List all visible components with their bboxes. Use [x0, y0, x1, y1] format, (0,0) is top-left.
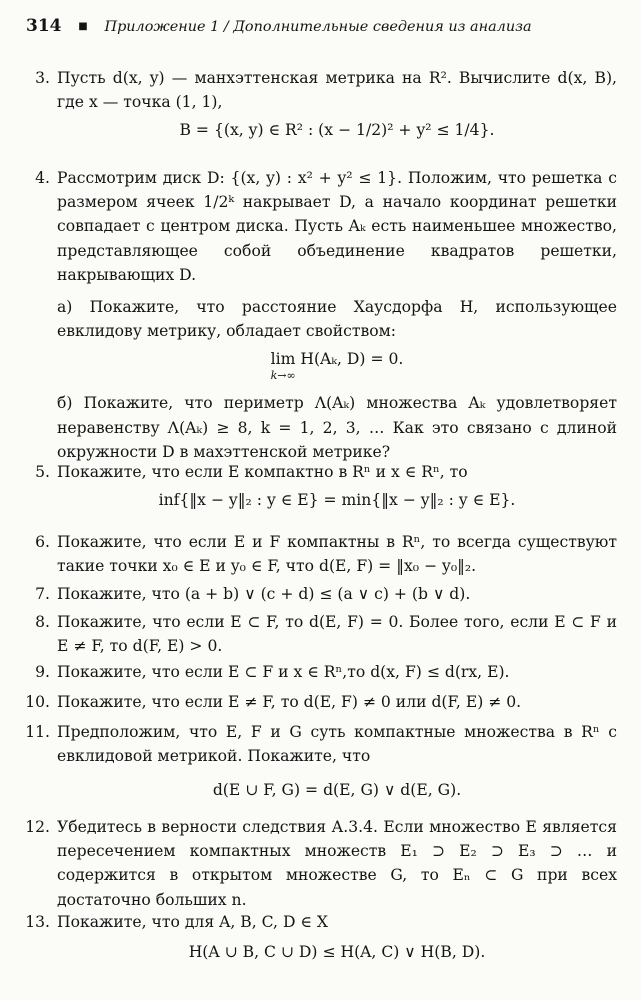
display-formula: B = {(x, y) ∈ R² : (x − 1/2)² + y² ≤ 1/4}.: [179, 121, 495, 140]
problem-12: [24, 815, 617, 912]
problem-text: Убедитесь в верности следствия А.3.4. Если множество E является пересечением компактных множеств E₁ ⊃ E₂ ⊃ E₃ ⊃ … и содержится в открытом множестве G, то Eₙ ⊂ G при всех достаточно больших n.: [57, 818, 617, 909]
problem-text: Покажите, что если E ⊂ F, то d(E, F) = 0. Более того, если E ⊂ F и E ≠ F, то d(F, E) > 0.: [57, 613, 617, 656]
problem-text: Рассмотрим диск D: {(x, y) : x² + y² ≤ 1}. Положим, что решетка с размером ячеек 1/2ᵏ накрывает D, а начало координат решетки совпадает с центром диска. Пусть Aₖ есть наименьшее множество, представляющее собой объединение квадратов решетки, накрывающих D.: [57, 169, 617, 284]
problem-number: 9.: [35, 663, 50, 681]
display-formula: inf{‖x − y‖₂ : y ∈ E} = min{‖x − y‖₂ : y ∈ E}.: [158, 491, 516, 510]
running-title: Приложение 1 / Дополнительные сведения из анализа: [104, 19, 532, 35]
page-number: 314: [26, 16, 62, 36]
problem-7: [24, 582, 617, 606]
problem-number: 6.: [35, 533, 50, 551]
problem-11: [24, 720, 617, 806]
problem-part-b: б) Покажите, что периметр Λ(Aₖ) множества Aₖ удовлетворяет неравенству Λ(Aₖ) ≥ 8, k = 1, 2, 3, … Как это связано с длиной окружности D в махэттенской метрике?: [57, 394, 617, 461]
limit-subscript: k→∞: [270, 369, 296, 383]
problem-number: 5.: [35, 463, 50, 481]
problem-4: [24, 166, 617, 464]
problem-number: 4.: [35, 169, 50, 187]
running-head: [26, 14, 611, 39]
problem-text: Покажите, что если E ⊂ F и x ∈ Rⁿ,то d(x, F) ≤ d(rx, E).: [57, 663, 510, 681]
limit-expression: lim H(Aₖ, D) = 0.: [270, 350, 404, 369]
display-formula: H(A ∪ B, C ∪ D) ≤ H(A, C) ∨ H(B, D).: [188, 943, 486, 962]
problem-text: Покажите, что для A, B, C, D ∈ X: [57, 913, 329, 931]
problem-8: [24, 610, 617, 658]
problem-text: Покажите, что (a + b) ∨ (c + d) ≤ (a ∨ c) + (b ∨ d).: [57, 585, 471, 603]
problem-3: [24, 66, 617, 146]
problem-number: 11.: [25, 723, 50, 741]
problem-9: [24, 660, 617, 684]
problem-number: 8.: [35, 613, 50, 631]
problem-text: Предположим, что E, F и G суть компактные множества в Rⁿ с евклидовой метрикой. Покажите, что: [57, 723, 617, 766]
problem-text: Покажите, что если E ≠ F, то d(E, F) ≠ 0 или d(F, E) ≠ 0.: [57, 693, 522, 711]
limit-formula: [57, 347, 617, 385]
bullet-icon: ■: [78, 21, 88, 32]
problem-number: 13.: [25, 913, 50, 931]
problem-text: Покажите, что если E и F компактны в Rⁿ, то всегда существуют такие точки x₀ ∈ E и y₀ ∈ F, что d(E, F) = ‖x₀ − y₀‖₂.: [57, 533, 617, 576]
problem-number: 12.: [25, 818, 50, 836]
problem-number: 7.: [35, 585, 50, 603]
problem-part-a: а) Покажите, что расстояние Хаусдорфа H, использующее евклидову метрику, обладает свойством:: [57, 298, 617, 341]
problem-text: Пусть d(x, y) — манхэттенская метрика на R². Вычислите d(x, B), где x — точка (1, 1),: [57, 69, 617, 112]
problem-number: 10.: [25, 693, 50, 711]
problem-6: [24, 530, 617, 578]
problem-13: [24, 910, 617, 967]
problem-text: Покажите, что если E компактно в Rⁿ и x ∈ Rⁿ, то: [57, 463, 468, 481]
problem-5: [24, 460, 617, 515]
display-formula: d(E ∪ F, G) = d(E, G) ∨ d(E, G).: [212, 781, 462, 800]
problem-10: [24, 690, 617, 714]
problem-number: 3.: [35, 69, 50, 87]
